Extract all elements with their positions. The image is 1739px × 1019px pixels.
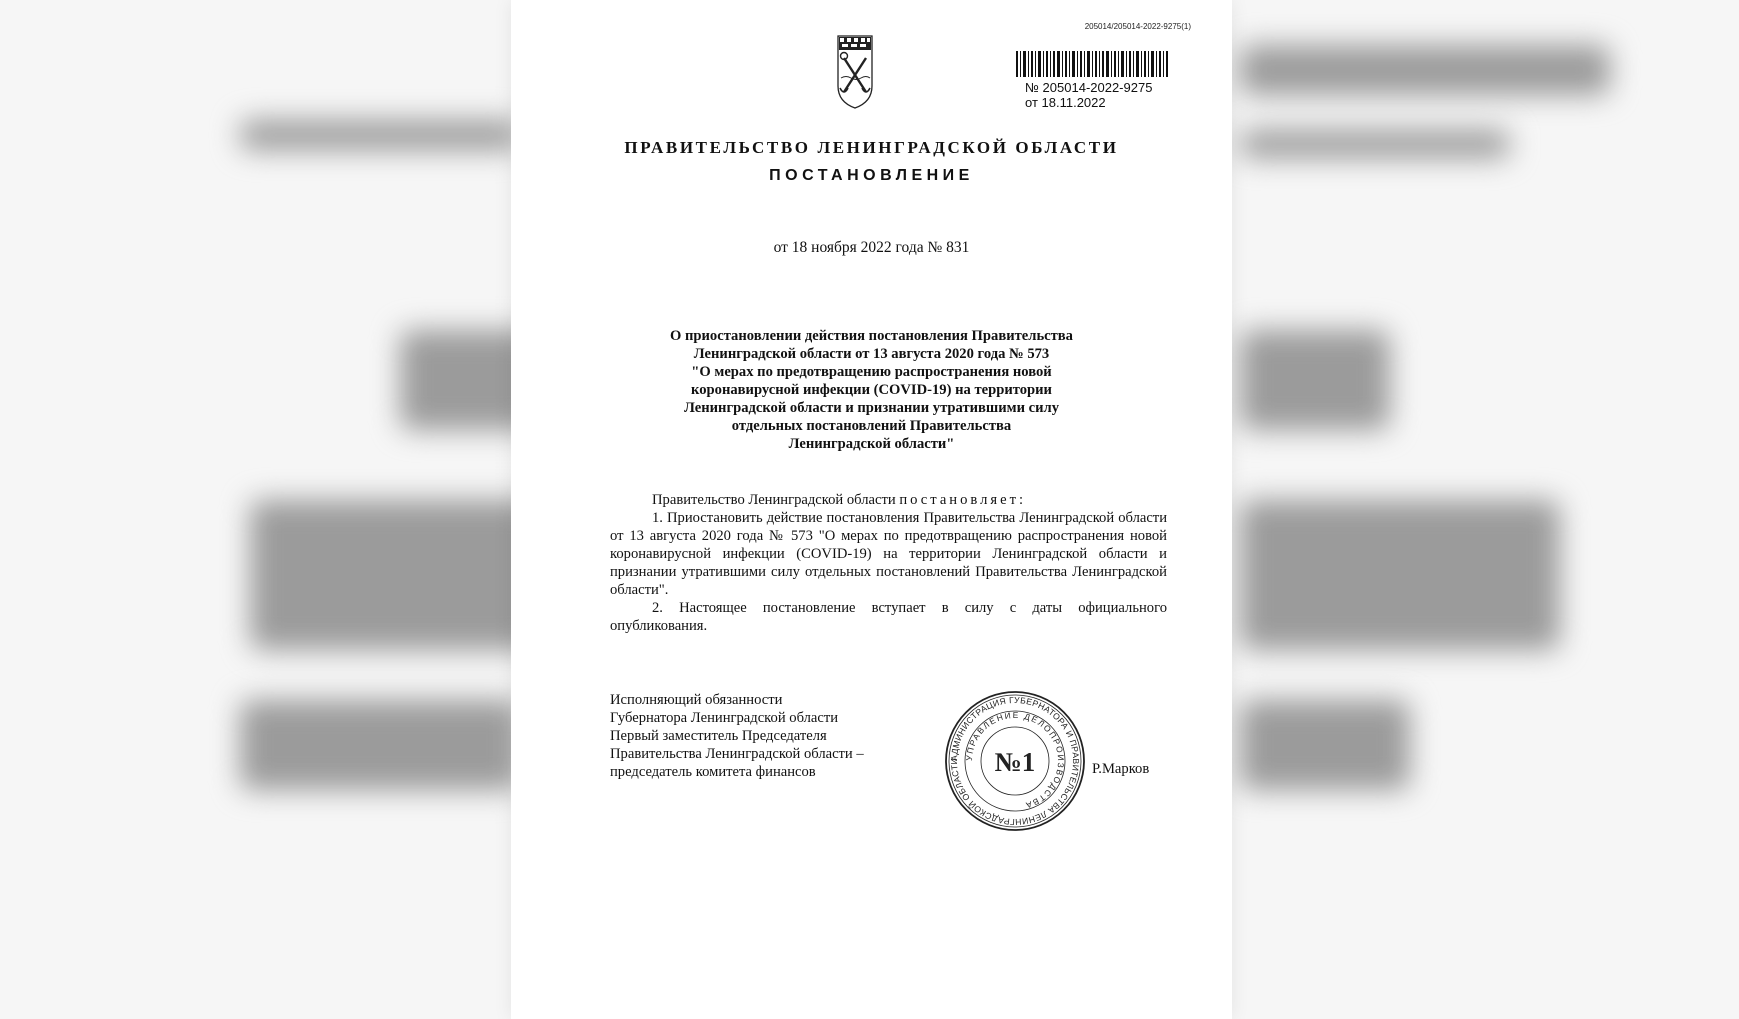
paragraph-2: 2. Настоящее постановление вступает в силу с даты официального опубликования.: [610, 600, 1167, 634]
signer-line: Исполняющий обязанности: [610, 692, 783, 708]
signer-line: Первый заместитель Председателя: [610, 728, 827, 744]
decree-body: [610, 491, 1167, 635]
leningrad-coat-of-arms-icon: [836, 34, 874, 109]
seal-ring-text: АДМИНИСТРАЦИЯ ГУБЕРНАТОРА И ПРАВИТЕЛЬСТВА ЛЕНИНГРАДСКОЙ ОБЛАСТИ: [948, 694, 1082, 828]
subject-line: коронавирусной инфекции (COVID-19) на территории: [691, 382, 1052, 398]
preamble-prefix: Правительство Ленинградской области: [652, 492, 900, 508]
barcode-icon: [1016, 51, 1168, 77]
signer-line: председатель комитета финансов: [610, 764, 816, 780]
registration-block: [1025, 80, 1152, 110]
document-type: ПОСТАНОВЛЕНИЕ: [769, 167, 974, 184]
issuer-title: ПРАВИТЕЛЬСТВО ЛЕНИНГРАДСКОЙ ОБЛАСТИ: [624, 138, 1119, 157]
document-page: [511, 0, 1232, 1019]
decree-date-number: от 18 ноября 2022 года № 831: [773, 239, 970, 256]
subject-line: "О мерах по предотвращению распространения новой: [691, 364, 1052, 380]
signer-line: Губернатора Ленинградской области: [610, 710, 839, 726]
signer-line: Правительства Ленинградской области –: [610, 746, 864, 762]
seal-inner-text: УПРАВЛЕНИЕ ДЕЛОПРОИЗВОДСТВА: [963, 709, 1067, 811]
subject-line: Ленинградской области": [788, 436, 955, 452]
document-id-top: 205014/205014-2022-9275(1): [1084, 22, 1191, 31]
signer-position: [610, 691, 864, 781]
decree-subject: [511, 327, 1232, 453]
subject-line: отдельных постановлений Правительства: [731, 418, 1012, 434]
registration-number: № 205014-2022-9275: [1025, 80, 1153, 95]
signer-name: Р.Марков: [1092, 761, 1150, 777]
preamble: [610, 491, 1167, 509]
paragraph-1: 1. Приостановить действие постановления Правительства Ленинградской области от 13 августа 2020 года № 573 "О мерах по предотвращению распространения новой коронавирусной инфекции (COVID-19) на территории Ленинградской области и признании утратившими силу отдельных постановлений Правительства Ленинградской области".: [610, 510, 1167, 598]
seal-center-number: №1: [994, 747, 1036, 777]
registration-date: от 18.11.2022: [1025, 95, 1106, 110]
subject-line: Ленинградской области от 13 августа 2020 года № 573: [693, 346, 1050, 362]
official-seal-stamp: [943, 689, 1087, 833]
preamble-verb: постановляет:: [899, 492, 1027, 508]
subject-line: Ленинградской области и признании утратившими силу: [683, 400, 1060, 416]
subject-line: О приостановлении действия постановления Правительства: [670, 328, 1073, 344]
